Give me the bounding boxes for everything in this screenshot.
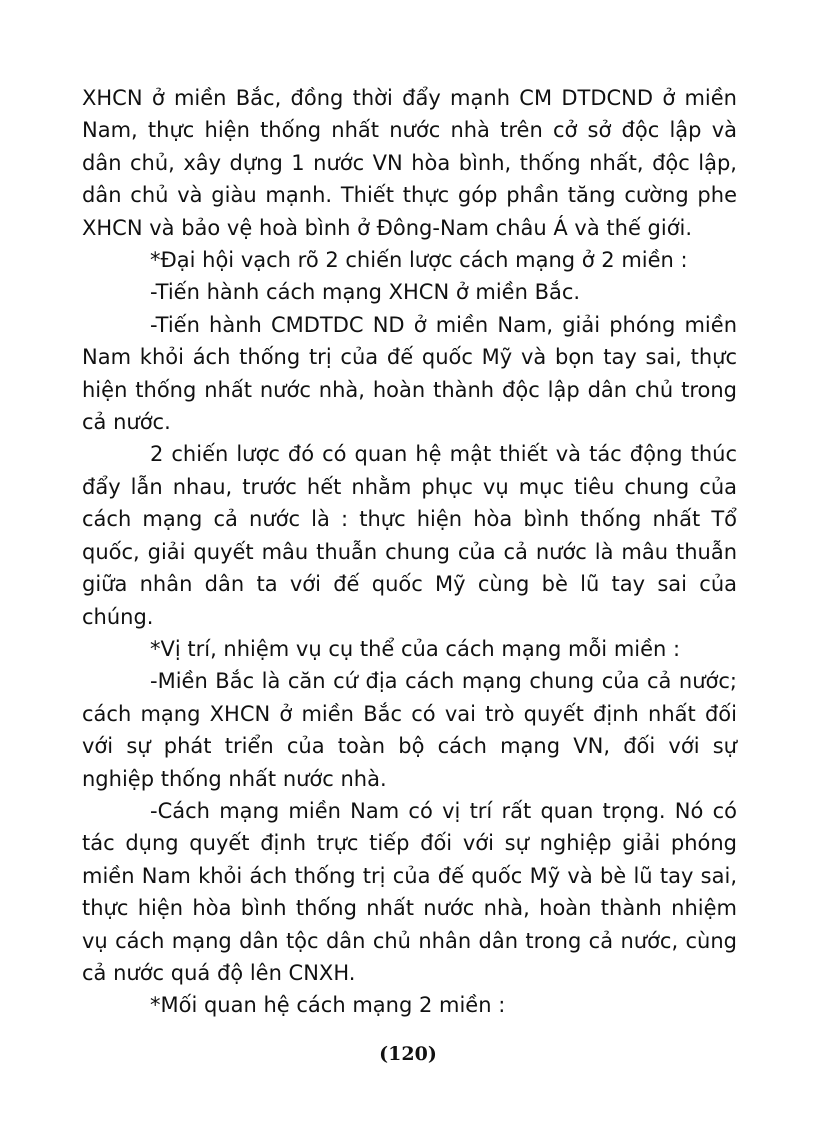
paragraph-9: *Mối quan hệ cách mạng 2 miền : (150, 993, 506, 1018)
paragraph-6: *Vị trí, nhiệm vụ cụ thể của cách mạng mỗi miền : (150, 636, 681, 661)
paragraph-3: -Tiến hành cách mạng XHCN ở miền Bắc. (150, 280, 581, 305)
paragraph-1: XHCN ở miền Bắc, đồng thời đẩy mạnh CM DTDCND ở miền Nam, thực hiện thống nhất nước nhà trên cở sở độc lập và dân chủ, xây dựng 1 nước VN hòa bình, thống nhất, độc lập, dân chủ và giàu mạnh. Thiết thực góp phần tăng cường phe XHCN và bảo vệ hoà bình ở Đông-Nam châu Á và thế giới. (82, 86, 737, 240)
paragraph-8: -Cách mạng miền Nam có vị trí rất quan trọng. Nó có tác dụng quyết định trực tiếp đối với sự nghiệp giải phóng miền Nam khỏi ách thống trị của đế quốc Mỹ và bè lũ tay sai, thực hiện hòa bình thống nhất nước nhà, hoàn thành nhiệm vụ cách mạng dân tộc dân chủ nhân dân trong cả nước, cùng cả nước quá độ lên CNXH. (82, 798, 737, 985)
page-number: (120) (379, 1043, 437, 1065)
body-text (82, 82, 737, 1022)
paragraph-7: -Miền Bắc là căn cứ địa cách mạng chung của cả nước; cách mạng XHCN ở miền Bắc có vai trò quyết định nhất đối với sự phát triển của toàn bộ cách mạng VN, đối với sự nghiệp thống nhất nước nhà. (82, 669, 737, 791)
paragraph-2: *Đại hội vạch rõ 2 chiến lược cách mạng ở 2 miền : (150, 248, 688, 273)
paragraph-4: -Tiến hành CMDTDC ND ở miền Nam, giải phóng miền Nam khỏi ách thống trị của đế quốc Mỹ và bọn tay sai, thực hiện thống nhất nước nhà, hoàn thành độc lập dân chủ trong cả nước. (82, 312, 737, 435)
paragraph-5: 2 chiến lược đó có quan hệ mật thiết và tác động thúc đẩy lẫn nhau, trước hết nhằm phục vụ mục tiêu chung của cách mạng cả nước là : thực hiện hòa bình thống nhất Tổ quốc, giải quyết mâu thuẫn chung của cả nước là mâu thuẫn giữa nhân dân ta với đế quốc Mỹ cùng bè lũ tay sai của chúng. (82, 442, 737, 629)
